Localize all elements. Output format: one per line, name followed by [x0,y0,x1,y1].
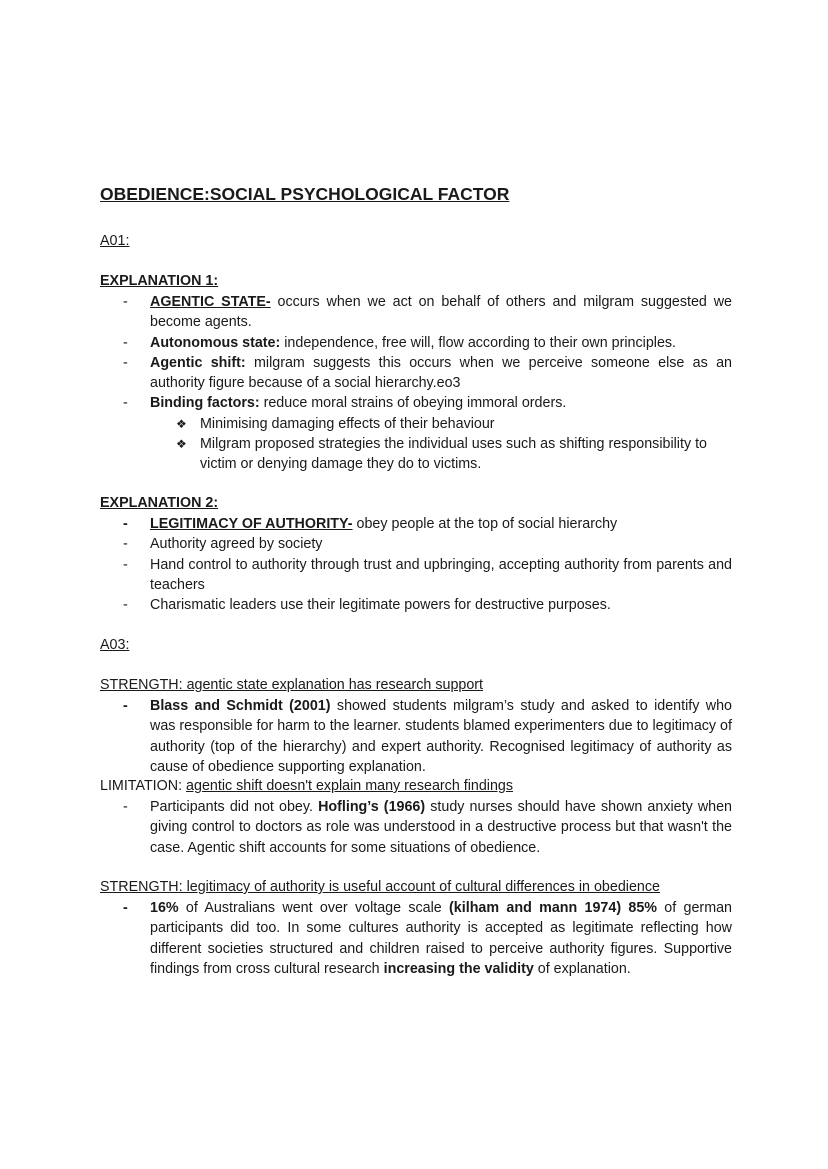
list-item [100,333,732,353]
list-item [100,514,732,534]
sub-list-item [100,414,732,434]
diamond-bullet-icon: ❖ [176,416,187,431]
explanation-2-heading: EXPLANATION 2: [100,495,219,511]
sub-item-text: Milgram proposed strategies the individual uses such as shifting responsibility to victim or denying damage they do to victims. [200,436,708,473]
dash-bullet: - [123,799,128,815]
strength-1-list [100,696,732,777]
strength-1-label: STRENGTH: agentic state explanation has research support [100,677,484,693]
sub-list-item [100,434,732,475]
list-item [100,534,732,554]
page-title: OBEDIENCE:SOCIAL PSYCHOLOGICAL FACTOR [100,184,510,204]
dash-bullet: - [123,516,128,532]
list-item [100,898,732,979]
bold-citation: (kilham and mann 1974) 85% [449,900,658,916]
term: LEGITIMACY OF AUTHORITY- [150,516,353,532]
bold-citation: Blass and Schmidt (2001) [150,698,331,714]
dash-bullet: - [123,354,128,371]
item-text: of Australians went over voltage scale [178,900,450,916]
list-item [100,393,732,413]
item-text: Participants did not obey. [150,799,319,815]
item-text: milgram suggests this occurs when we perceive someone else as an authority figure because of a social hierarchy.eo3 [150,354,732,392]
limitation-1-list [100,797,732,858]
item-text: of explanation. [533,960,631,977]
bold-stat: 16% [150,900,179,916]
term: Binding factors: [150,395,260,412]
list-item [100,595,732,615]
item-text: Hand control to authority through trust and upbringing, accepting authority from parents and teachers [150,556,732,593]
diamond-bullet-icon: ❖ [176,437,187,452]
item-text: Charismatic leaders use their legitimate powers for destructive purposes. [150,597,611,614]
item-text: study nurses should have shown anxiety when giving control to doctors as role was understood in a destructive process but that wasn't the case. Agentic shift accounts for some situations of obedience. [150,799,733,856]
explanation-1-heading: EXPLANATION 1: [100,273,219,289]
dash-bullet: - [123,395,128,412]
sub-item-text: Minimising damaging effects of their behaviour [200,415,495,432]
item-text: occurs when we act on behalf of others and milgram suggested we become agents. [150,294,733,331]
dash-bullet: - [123,900,128,916]
item-text: showed students milgram’s study and asked to identify who was responsible for harm to the learner. students blamed experimenters due to legitimacy of authority (top of the hierarchy) and expert authority. Recognised legitimacy of authority as cause of obedience supporting explanation. [150,698,732,775]
explanation-2-list [100,514,732,615]
list-item [100,292,732,333]
limitation-prefix: LIMITATION: [100,778,187,794]
dash-bullet: - [123,294,128,310]
item-text: obey people at the top of social hierarchy [352,516,618,532]
item-text: of german participants did too. In some cultures authority is accepted as legitimate reflecting how different societies structured and children raised to perceive authority figures. Supportive findings from cross cultural research [150,900,733,977]
list-item [100,696,732,777]
item-text: Authority agreed by society [150,536,323,553]
explanation-1-list [100,292,732,475]
ao1-label: A01: [100,233,130,249]
term: Autonomous state: [150,334,281,351]
item-text: independence, free will, flow according to their own principles. [280,334,677,351]
dash-bullet: - [123,597,128,614]
list-item [100,797,732,858]
limitation-1-heading [100,778,513,794]
list-item [100,555,732,596]
item-text: reduce moral strains of obeying immoral orders. [259,395,567,412]
term: AGENTIC STATE- [150,294,271,310]
limitation-1-label: agentic shift doesn't explain many research findings [186,778,514,794]
dash-bullet: - [123,334,128,351]
term: Agentic shift: [150,354,246,371]
bold-phrase: increasing the validity [383,960,534,977]
dash-bullet: - [123,556,128,573]
dash-bullet: - [123,536,128,553]
list-item [100,353,732,394]
ao3-label: A03: [100,637,130,653]
strength-2-list [100,898,732,979]
bold-citation: Hofling’s (1966) [318,799,426,815]
strength-2-label: STRENGTH: legitimacy of authority is useful account of cultural differences in obedience [100,879,660,895]
dash-bullet: - [123,698,128,714]
